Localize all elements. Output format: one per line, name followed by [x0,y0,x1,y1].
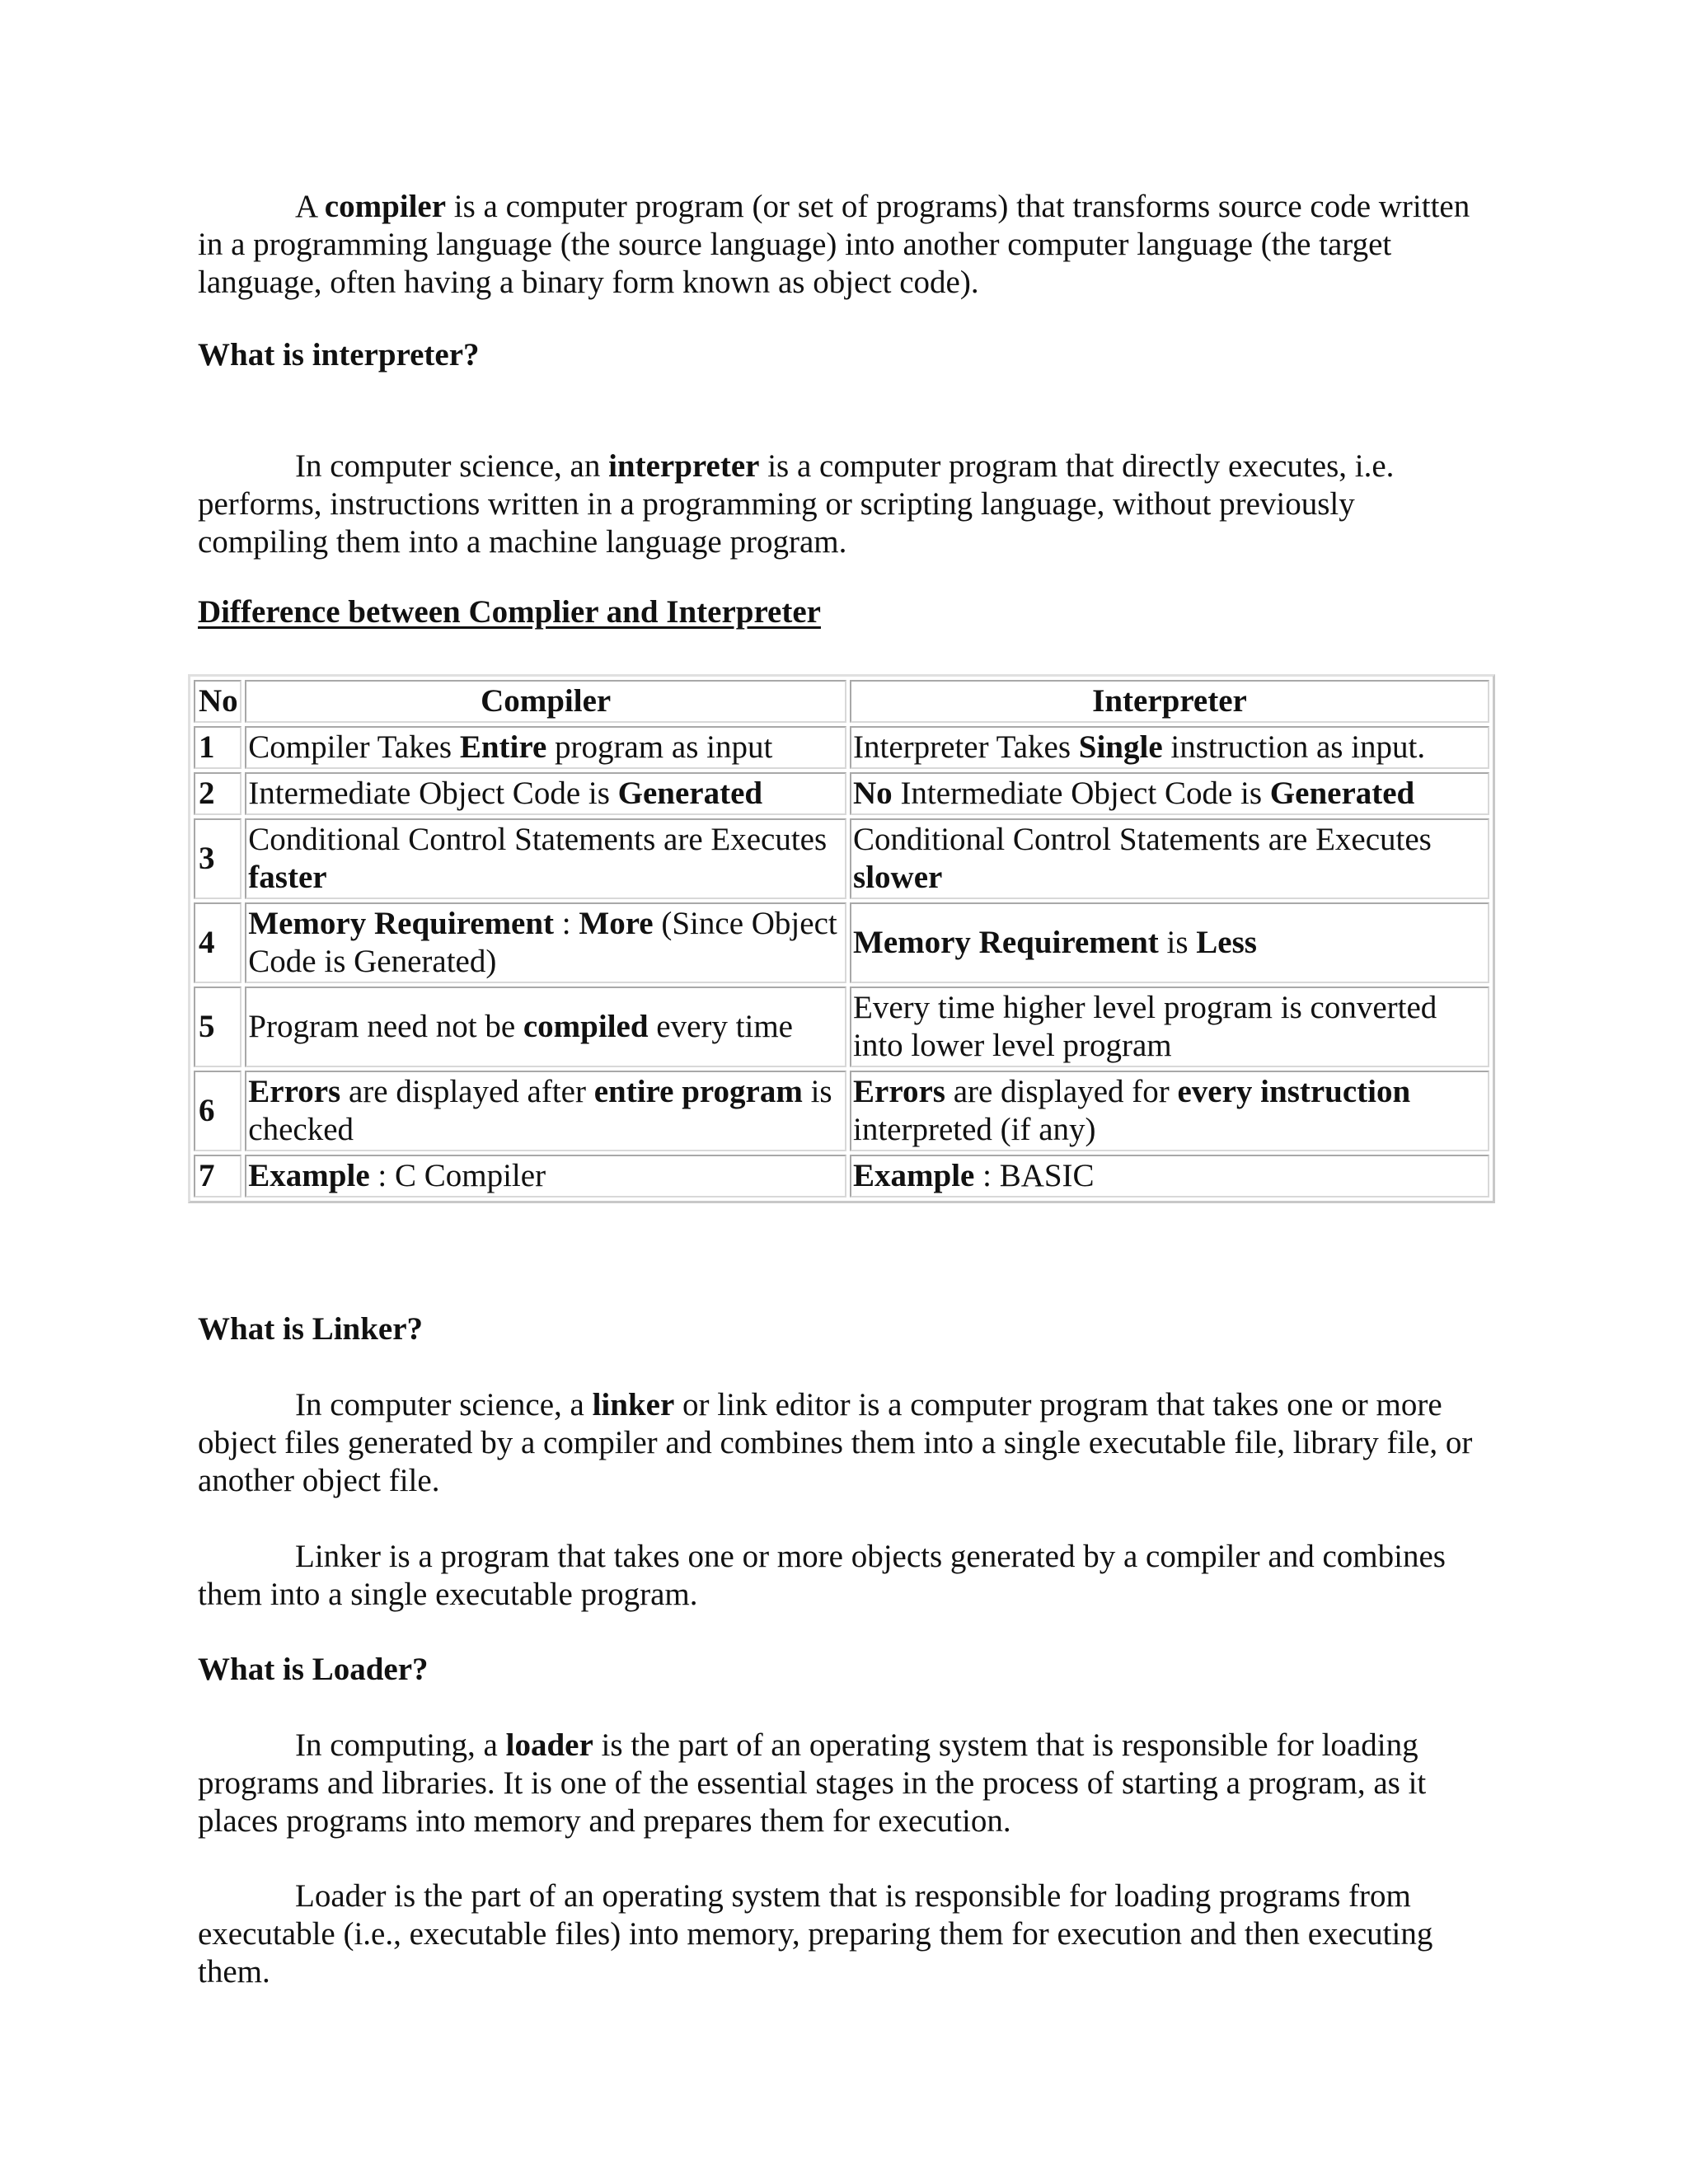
compiler-paragraph [198,188,1492,302]
compiler-cell: Example : C Compiler [245,1155,846,1197]
interpreter-cell: No Intermediate Object Code is Generated [850,772,1489,815]
row-number: 5 [194,987,241,1067]
header-no: No [194,680,241,723]
table-row [194,726,1489,769]
comparison-table [188,674,1495,1203]
table-header-row [194,680,1489,723]
linker-paragraph-2: Linker is a program that takes one or more objects generated by a compiler and combines them into a single executable program. [198,1539,1446,1612]
compiler-cell: Memory Requirement : More (Since Object Code is Generated) [245,902,846,983]
linker-paragraph-lead: In computer science, a [295,1387,593,1422]
interpreter-cell: Example : BASIC [850,1155,1489,1197]
interpreter-cell: Every time higher level program is converted into lower level program [850,987,1489,1067]
table-row [194,772,1489,815]
row-number: 2 [194,772,241,815]
linker-heading: What is Linker? [198,1311,424,1347]
table-row [194,1071,1489,1151]
compiler-paragraph-text: is a computer program (or set of programs) that transforms source code written in a programming language (the source language) into another computer language (the target language, often having a binary form known as object code). [198,189,1470,300]
linker-paragraph-text: or link editor is a computer program that takes one or more object files generated by a compiler and combines them into a single executable file, library file, or another object file. [198,1387,1473,1498]
linker-paragraph-1 [198,1386,1492,1500]
interpreter-cell: Memory Requirement is Less [850,902,1489,983]
row-number: 6 [194,1071,241,1151]
interpreter-heading: What is interpreter? [198,337,480,373]
interpreter-paragraph-lead: In computer science, an [295,448,609,484]
compiler-cell: Errors are displayed after entire program is checked [245,1071,846,1151]
loader-term: loader [505,1727,593,1763]
interpreter-paragraph [198,448,1492,561]
header-interpreter: Interpreter [850,680,1489,723]
loader-paragraph-2: Loader is the part of an operating system that is responsible for loading programs from executable (i.e., executable files) into memory, preparing them for execution and then executing them. [198,1878,1433,1990]
interpreter-paragraph-text: is a computer program that directly executes, i.e. performs, instructions written in a programming or scripting language, without previously compiling them into a machine language program. [198,448,1395,560]
loader-heading: What is Loader? [198,1652,429,1687]
compiler-paragraph-lead: A [295,189,325,224]
header-compiler: Compiler [245,680,846,723]
row-number: 1 [194,726,241,769]
interpreter-cell: Interpreter Takes Single instruction as input. [850,726,1489,769]
row-number: 3 [194,818,241,899]
loader-paragraph-1 [198,1727,1492,1840]
compiler-cell: Intermediate Object Code is Generated [245,772,846,815]
table-row [194,818,1489,899]
compiler-term: compiler [324,189,447,224]
row-number: 7 [194,1155,241,1197]
table-row [194,1155,1489,1197]
loader-paragraph-text: is the part of an operating system that is responsible for loading programs and libraries. It is one of the essential stages in the process of starting a program, as it places programs into memory and prepares them for execution. [198,1727,1427,1839]
loader-paragraph-lead: In computing, a [295,1727,506,1763]
interpreter-cell: Conditional Control Statements are Executes slower [850,818,1489,899]
interpreter-cell: Errors are displayed for every instruction interpreted (if any) [850,1071,1489,1151]
table-row [194,987,1489,1067]
row-number: 4 [194,902,241,983]
linker-term: linker [592,1387,675,1422]
interpreter-term: interpreter [608,448,760,484]
compiler-cell: Conditional Control Statements are Executes faster [245,818,846,899]
table-row [194,902,1489,983]
compiler-cell: Program need not be compiled every time [245,987,846,1067]
compiler-cell: Compiler Takes Entire program as input [245,726,846,769]
difference-heading: Difference between Complier and Interpreter [198,594,821,630]
